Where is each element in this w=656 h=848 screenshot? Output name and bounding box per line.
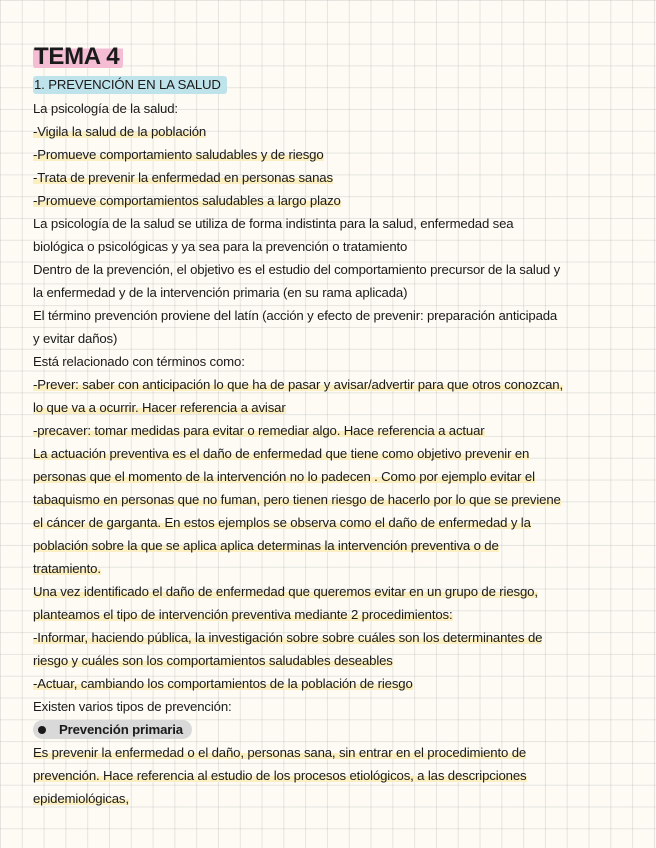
text-line: riesgo y cuáles son los comportamientos saludables deseables (33, 653, 393, 668)
text-line: La psicología de la salud se utiliza de forma indistinta para la salud, enfermedad sea (33, 216, 514, 231)
text-line: biológica o psicológicas y ya sea para la prevención o tratamiento (33, 239, 408, 254)
text-line: tratamiento. (33, 561, 101, 576)
text-line: tabaquismo en personas que no fuman, pero tienen riesgo de hacerlo por lo que se previene (33, 492, 561, 507)
text-line: población sobre la que se aplica aplica determinas la intervención preventiva o de (33, 538, 499, 553)
text-line: Dentro de la prevención, el objetivo es el estudio del comportamiento precursor de la salud y (33, 262, 561, 277)
text-line: y evitar daños) (33, 331, 118, 346)
text-line: -Trata de prevenir la enfermedad en personas sanas (33, 170, 333, 185)
page-title: TEMA 4 (33, 42, 123, 72)
text-line: El término prevención proviene del latín (acción y efecto de prevenir: preparación anticipada (33, 308, 558, 323)
text-line: -Promueve comportamiento saludables y de riesgo (33, 147, 324, 162)
text-line: lo que va a ocurrir. Hacer referencia a avisar (33, 400, 286, 415)
text-line: -Informar, haciendo pública, la investigación sobre sobre cuáles son los determinantes de (33, 630, 543, 645)
section-heading-row (33, 718, 633, 741)
text-line: Una vez identificado el daño de enfermedad que queremos evitar en un grupo de riesgo, (33, 584, 538, 599)
text-line: el cáncer de garganta. En estos ejemplos se observa como el daño de enfermedad y la (33, 515, 531, 530)
text-line: -Promueve comportamientos saludables a largo plazo (33, 193, 341, 208)
text-line: planteamos el tipo de intervención preventiva mediante 2 procedimientos: (33, 607, 453, 622)
note-content (33, 42, 633, 810)
text-line: personas que el momento de la intervención no lo padecen . Como por ejemplo evitar el (33, 469, 535, 484)
text-line: Es prevenir la enfermedad o el daño, personas sana, sin entrar en el procedimiento de (33, 745, 527, 760)
text-line: -Prever: saber con anticipación lo que ha de pasar y avisar/advertir para que otros conozcan, (33, 377, 563, 392)
text-line: -Actuar, cambiando los comportamientos de la población de riesgo (33, 676, 413, 691)
text-line: epidemiológicas, (33, 791, 129, 806)
section-heading-label: Prevención primaria (59, 722, 183, 737)
text-line: La psicología de la salud: (33, 101, 178, 116)
text-line: -Vigila la salud de la población (33, 124, 207, 139)
section-subtitle: 1. PREVENCIÓN EN LA SALUD (33, 76, 227, 94)
text-line: La actuación preventiva es el daño de enfermedad que tiene como objetivo prevenir en (33, 446, 530, 461)
text-line: la enfermedad y de la intervención primaria (en su rama aplicada) (33, 285, 408, 300)
text-line: prevención. Hace referencia al estudio de los procesos etiológicos, a las descripciones (33, 768, 527, 783)
text-line: Está relacionado con términos como: (33, 354, 245, 369)
section-heading (33, 720, 192, 739)
bullet-icon (38, 726, 46, 734)
text-line: -precaver: tomar medidas para evitar o remediar algo. Hace referencia a actuar (33, 423, 485, 438)
text-line: Existen varios tipos de prevención: (33, 699, 232, 714)
